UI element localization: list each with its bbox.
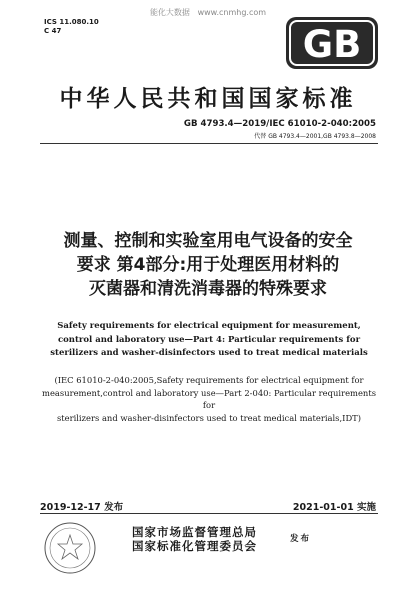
issuer-samr: 国家市场监督管理总局 bbox=[132, 525, 257, 539]
ccs-code: C 47 bbox=[44, 27, 62, 35]
chinese-title-line: 灭菌器和清洗消毒器的特殊要求 bbox=[89, 279, 327, 299]
english-title-line: control and laboratory use—Part 4: Particular requirements for bbox=[57, 334, 361, 345]
national-standard-title: 中华人民共和国国家标准 bbox=[59, 86, 357, 112]
ics-code: ICS 11.080.10 bbox=[44, 18, 99, 26]
english-title bbox=[40, 320, 378, 361]
issuer-sac: 国家标准化管理委员会 bbox=[132, 539, 257, 553]
issue-label: 发布 bbox=[290, 534, 312, 544]
gb-logo bbox=[286, 17, 378, 69]
issue-date: 2019-12-17 发布 bbox=[40, 502, 124, 513]
iec-reference-line: sterilizers and washer-disinfectors used to treat medical materials,IDT) bbox=[56, 412, 362, 423]
top-divider bbox=[40, 143, 378, 144]
issuing-authorities bbox=[132, 525, 257, 553]
standard-number: GB 4793.4—2019/IEC 61010-2-040:2005 bbox=[183, 119, 376, 129]
bottom-divider bbox=[40, 513, 378, 514]
implementation-date: 2021-01-01 实施 bbox=[292, 502, 376, 513]
iec-reference-line: measurement,control and laboratory use—Part 2-040: Particular requirements for bbox=[42, 387, 376, 410]
iec-reference-line: (IEC 61010-2-040:2005,Safety requirements for electrical equipment for bbox=[54, 375, 364, 385]
watermark-text: 能化大数据 www.cnmhg.com bbox=[149, 8, 267, 17]
gb-logo-text: GB bbox=[302, 23, 362, 66]
classification-codes bbox=[44, 18, 99, 36]
english-title-line: sterilizers and washer-disinfectors used to treat medical materials bbox=[50, 348, 368, 358]
seal-icon bbox=[43, 521, 97, 575]
iec-reference bbox=[40, 374, 378, 424]
chinese-title-line: 测量、控制和实验室用电气设备的安全 bbox=[63, 231, 353, 251]
chinese-title bbox=[48, 229, 368, 301]
english-title-line: Safety requirements for electrical equipment for measurement, bbox=[57, 321, 361, 331]
chinese-title-line: 要求 第4部分:用于处理医用材料的 bbox=[76, 255, 340, 275]
replaces-note: 代替 GB 4793.4—2001,GB 4793.8—2008 bbox=[254, 133, 376, 140]
